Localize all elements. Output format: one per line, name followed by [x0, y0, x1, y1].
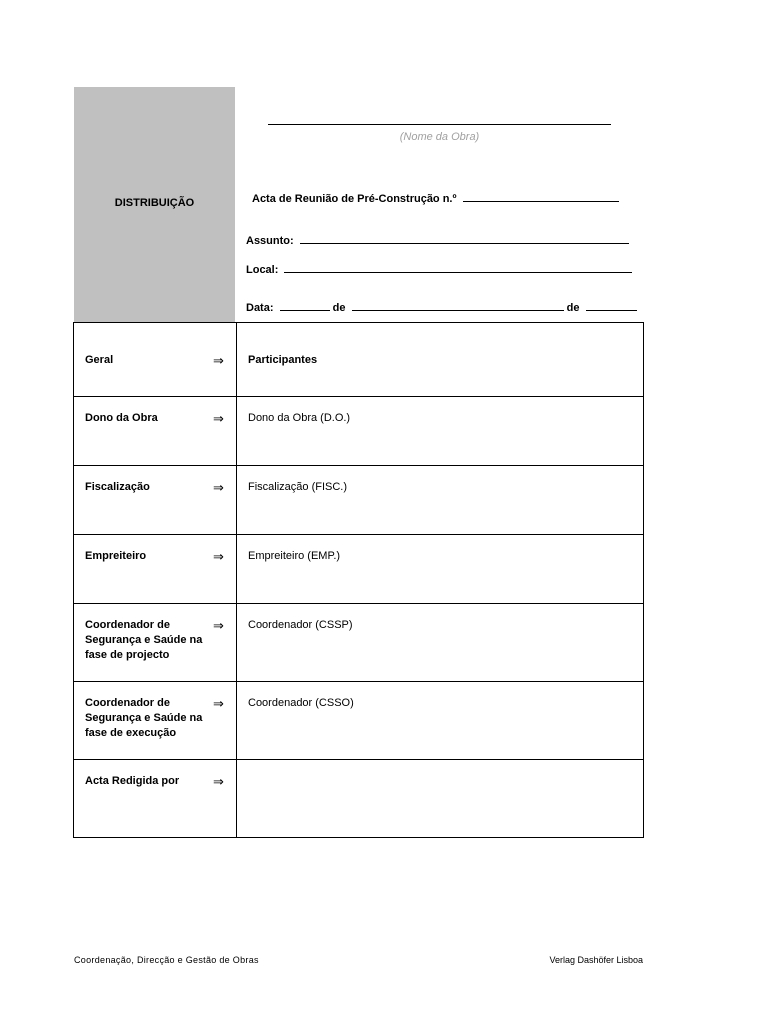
role-label: Acta Redigida por — [85, 775, 180, 787]
value-cell[interactable] — [237, 466, 644, 535]
role-label: Fiscalização — [85, 481, 150, 493]
table-row — [74, 466, 644, 535]
arrow-icon: ⇒ — [213, 696, 224, 711]
role-cell — [74, 535, 214, 604]
value-text: Dono da Obra (D.O.) — [248, 412, 351, 424]
assunto-field[interactable] — [300, 234, 629, 244]
project-name-placeholder: (Nome da Obra) — [399, 131, 480, 143]
distribution-header-box — [74, 87, 235, 323]
assunto-row — [246, 234, 629, 247]
project-name-line[interactable] — [268, 124, 611, 125]
role-cell — [74, 323, 214, 397]
value-cell[interactable] — [237, 682, 644, 760]
local-row — [246, 263, 632, 276]
arrow-icon: ⇒ — [213, 618, 224, 633]
data-de-2: de — [566, 302, 580, 314]
arrow-icon: ⇒ — [213, 549, 224, 564]
acta-title: Acta de Reunião de Pré-Construção n.º — [252, 193, 457, 205]
role-cell — [74, 760, 214, 838]
data-year-field[interactable] — [586, 301, 637, 311]
data-month-field[interactable] — [352, 301, 564, 311]
footer-right-text: Verlag Dashöfer Lisboa — [549, 955, 643, 965]
role-label: Dono da Obra — [85, 412, 158, 424]
role-cell — [74, 466, 214, 535]
role-cell — [74, 604, 214, 682]
data-de-1: de — [332, 302, 346, 314]
acta-title-row — [252, 192, 619, 205]
value-text: Coordenador (CSSP) — [248, 619, 353, 631]
role-label: Geral — [85, 354, 114, 366]
value-cell[interactable] — [237, 323, 644, 397]
arrow-cell — [213, 760, 237, 838]
acta-number-field[interactable] — [463, 192, 619, 202]
arrow-cell — [213, 466, 237, 535]
data-day-field[interactable] — [280, 301, 330, 311]
role-label: Coordenador de Segurança e Saúde na fase de projecto — [85, 619, 203, 661]
local-field[interactable] — [284, 263, 632, 273]
assunto-label: Assunto: — [246, 235, 294, 247]
role-label: Coordenador de Segurança e Saúde na fase de execução — [85, 697, 203, 739]
arrow-icon: ⇒ — [213, 480, 224, 495]
data-row — [246, 301, 637, 314]
table-row — [74, 604, 644, 682]
role-cell — [74, 682, 214, 760]
table-row — [74, 397, 644, 466]
arrow-cell — [213, 604, 237, 682]
arrow-icon: ⇒ — [213, 411, 224, 426]
value-cell[interactable] — [237, 397, 644, 466]
local-label: Local: — [246, 264, 279, 276]
arrow-icon: ⇒ — [213, 774, 224, 789]
distribution-label: DISTRIBUIÇÃO — [114, 197, 195, 209]
value-cell[interactable] — [237, 535, 644, 604]
role-label: Empreiteiro — [85, 550, 147, 562]
data-label: Data: — [246, 302, 274, 314]
table-row — [74, 323, 644, 397]
value-text: Fiscalização (FISC.) — [248, 481, 348, 493]
arrow-cell — [213, 397, 237, 466]
role-cell — [74, 397, 214, 466]
arrow-cell — [213, 682, 237, 760]
table-row — [74, 760, 644, 838]
arrow-icon: ⇒ — [213, 353, 224, 368]
distribution-table — [73, 322, 644, 838]
value-text: Participantes — [248, 354, 318, 366]
table-row — [74, 682, 644, 760]
value-text — [237, 760, 643, 774]
table-row — [74, 535, 644, 604]
value-text: Empreiteiro (EMP.) — [248, 550, 341, 562]
arrow-cell — [213, 323, 237, 397]
arrow-cell — [213, 535, 237, 604]
value-cell[interactable] — [237, 604, 644, 682]
value-text: Coordenador (CSSO) — [248, 697, 354, 709]
footer-left-text: Coordenação, Direcção e Gestão de Obras — [74, 955, 259, 965]
value-cell[interactable] — [237, 760, 644, 838]
